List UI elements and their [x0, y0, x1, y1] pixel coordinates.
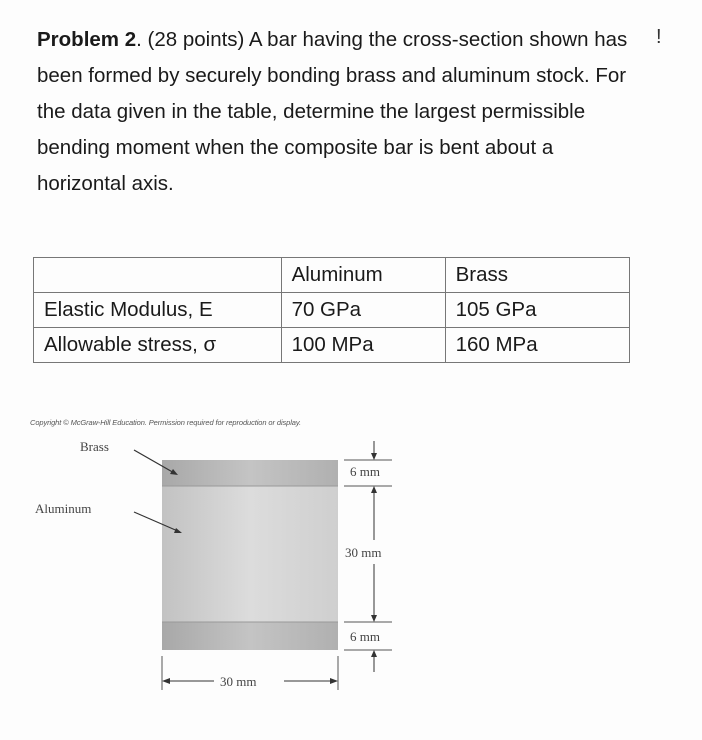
margin-mark: ! [656, 26, 662, 48]
copyright-notice: Copyright © McGraw-Hill Education. Permission required for reproduction or display. [30, 418, 301, 427]
dim-middle-label: 30 mm [345, 545, 382, 560]
problem-text: . (28 points) A bar having the cross-section shown has been formed by securely bonding brass and aluminum stock. For the data given in the table, determine the largest permissible bending moment when the composite bar is bent about a horizontal axis. [37, 28, 628, 195]
problem-label: Problem 2 [37, 28, 137, 51]
brass-label: Brass [80, 439, 109, 454]
table-cell: 105 GPa [445, 293, 629, 328]
dim-top-label: 6 mm [350, 464, 380, 479]
arrowhead-icon [371, 453, 377, 460]
table-cell: 70 GPa [281, 293, 445, 328]
aluminum-label: Aluminum [35, 501, 92, 516]
table-cell: Elastic Modulus, E [34, 293, 282, 328]
arrowhead-icon [371, 615, 377, 622]
brass-top-layer [162, 460, 338, 486]
dim-bottom-label: 6 mm [350, 629, 380, 644]
table-header-aluminum: Aluminum [281, 258, 445, 293]
table-cell: Allowable stress, σ [34, 328, 282, 363]
table-cell: 160 MPa [445, 328, 629, 363]
arrowhead-icon [330, 678, 338, 684]
dim-width-label: 30 mm [220, 674, 257, 689]
table-header-brass: Brass [445, 258, 629, 293]
aluminum-core [162, 486, 338, 622]
brass-bottom-layer [162, 622, 338, 650]
table-cell: 100 MPa [281, 328, 445, 363]
arrowhead-icon [162, 678, 170, 684]
